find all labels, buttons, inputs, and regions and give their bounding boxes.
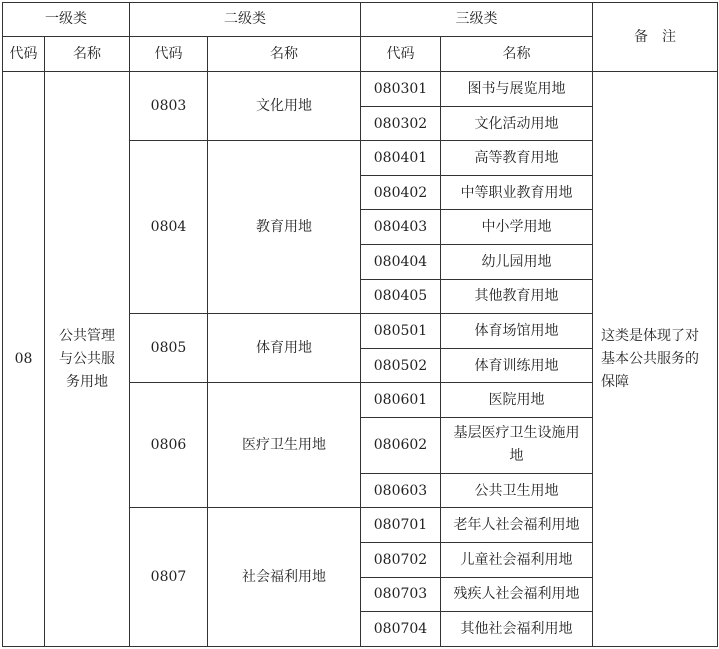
level3-code-cell: 080402 [361,175,441,210]
level3-name-cell [441,210,593,245]
level1-code-cell: 08 [3,72,45,647]
level3-name-cell [441,245,593,280]
level3-name-cell [441,383,593,418]
level3-code-cell: 080501 [361,314,441,349]
level2-name-header: 名称 [208,36,361,72]
level1-name-text: 公共管理与公共服务用地 [59,327,115,390]
level3-code-header: 代码 [361,36,441,72]
level2-name-cell: 文化用地 [208,72,361,141]
level3-name-text: 公共卫生用地 [474,482,559,499]
level3-name-cell [441,508,593,543]
level3-name-text: 医院用地 [488,392,545,409]
level3-name-text: 文化活动用地 [474,115,559,132]
level2-code-cell: 0803 [130,72,208,141]
note-text: 这类是体现了对基本公共服务的保障 [601,327,699,390]
level3-name-cell [441,314,593,349]
level2-code-cell: 0804 [130,141,208,314]
level3-name-cell [441,473,593,508]
level3-code-cell: 080602 [361,417,441,473]
level3-code-cell: 080401 [361,141,441,176]
level3-name-cell [441,175,593,210]
level3-code-cell: 080701 [361,508,441,543]
level3-code-cell: 080601 [361,383,441,418]
level2-header: 二级类 [130,3,361,37]
level3-name-text: 体育训练用地 [474,357,559,374]
level3-name-text: 老年人社会福利用地 [453,517,580,534]
level3-code-cell: 080403 [361,210,441,245]
level3-code-cell: 080502 [361,348,441,383]
level3-name-text: 其他社会福利用地 [460,621,573,638]
level3-name-cell [441,417,593,473]
level3-name-text: 中小学用地 [481,219,552,236]
level1-header: 一级类 [3,3,130,37]
note-header: 备 注 [593,3,718,72]
level2-code-cell: 0807 [130,508,208,647]
level2-name-cell: 医疗卫生用地 [208,383,361,508]
level3-name-cell [441,141,593,176]
level3-code-cell: 080703 [361,577,441,612]
level3-code-cell: 080404 [361,245,441,280]
level3-name-cell [441,612,593,647]
level2-name-cell: 教育用地 [208,141,361,314]
header-row-levels [3,3,718,37]
level3-code-cell: 080301 [361,72,441,107]
level3-name-cell [441,279,593,314]
level3-name-cell [441,348,593,383]
level3-name-cell [441,106,593,141]
land-use-classification-table [2,2,718,647]
level3-name-cell [441,577,593,612]
level3-name-text: 幼儿园用地 [481,253,552,270]
level1-code-header: 代码 [3,36,45,72]
level3-name-text: 图书与展览用地 [467,80,566,97]
level3-name-text: 基层医疗卫生设施用地 [453,425,580,465]
level3-name-cell [441,543,593,578]
level3-name-text: 体育场馆用地 [474,322,559,339]
level3-name-cell [441,72,593,107]
level1-name-header: 名称 [45,36,130,72]
level3-code-cell: 080704 [361,612,441,647]
level3-name-text: 中等职业教育用地 [460,184,573,201]
level3-code-cell: 080603 [361,473,441,508]
level3-code-cell: 080302 [361,106,441,141]
level3-header: 三级类 [361,3,593,37]
level2-name-cell: 社会福利用地 [208,508,361,647]
level3-name-header: 名称 [441,36,593,72]
table-row [3,72,718,107]
level3-name-text: 高等教育用地 [474,150,559,167]
level3-name-text: 儿童社会福利用地 [460,551,573,568]
level2-name-cell: 体育用地 [208,314,361,383]
note-cell [593,72,718,647]
level3-name-text: 其他教育用地 [474,288,559,305]
level3-code-cell: 080702 [361,543,441,578]
level2-code-cell: 0805 [130,314,208,383]
level1-name-cell [45,72,130,647]
level2-code-header: 代码 [130,36,208,72]
level2-code-cell: 0806 [130,383,208,508]
level3-name-text: 残疾人社会福利用地 [453,586,580,603]
level3-code-cell: 080405 [361,279,441,314]
